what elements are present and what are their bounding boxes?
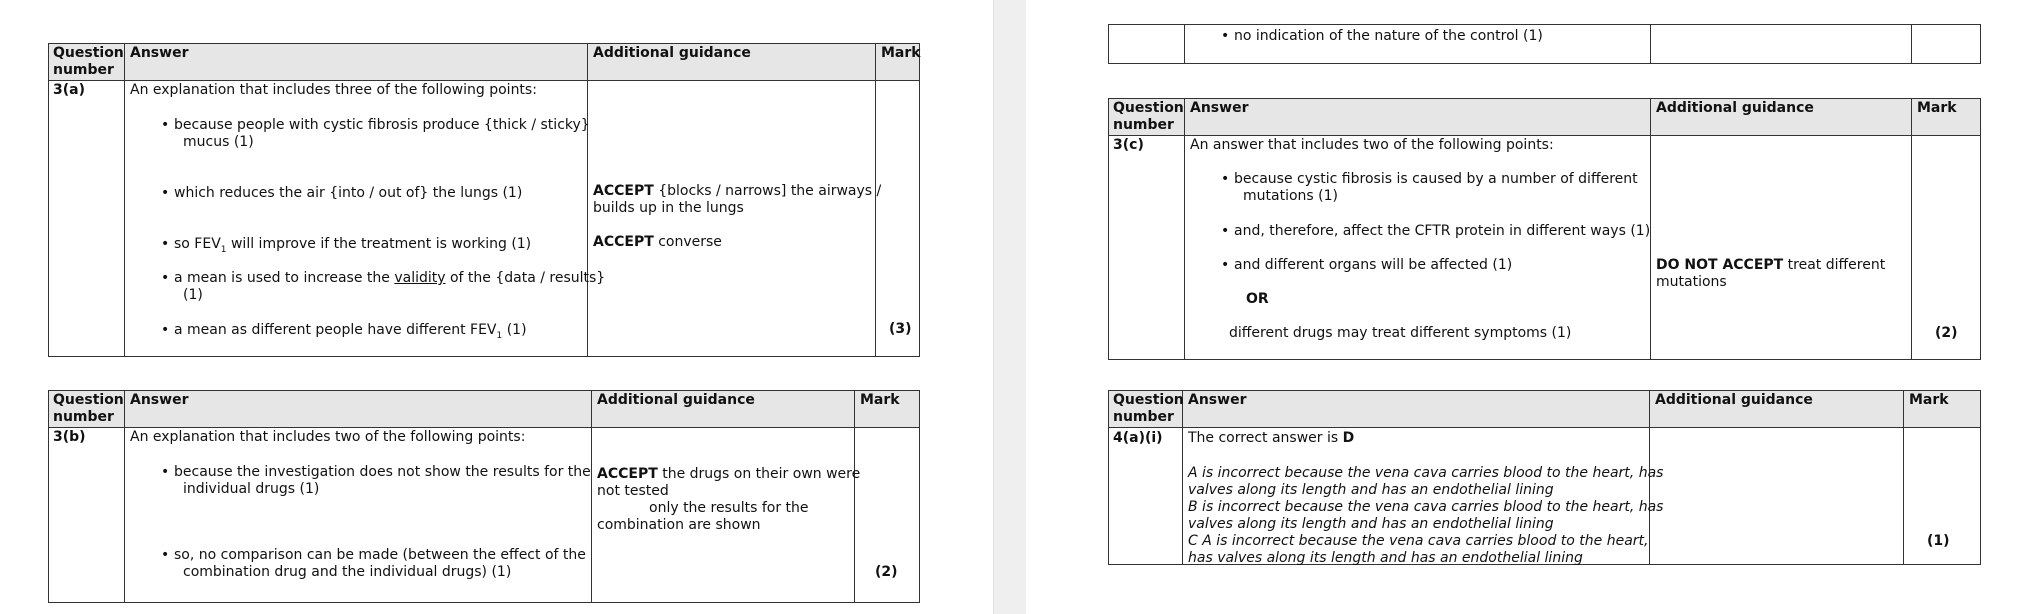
- answer-intro: An answer that includes two of the following points:: [1190, 137, 1554, 153]
- answer-point-cont: (1): [183, 287, 203, 303]
- distractor-b-cont: valves along its length and has an endothelial lining: [1188, 516, 1554, 532]
- answer-point: • a mean is used to increase the validity of the {data / results}: [174, 270, 605, 287]
- guidance-text: DO NOT ACCEPT treat different: [1656, 257, 1886, 273]
- guidance-text: builds up in the lungs: [593, 200, 744, 216]
- header-mark: Mark: [1909, 392, 1949, 408]
- question-number: 3(a): [53, 82, 85, 98]
- answer-intro: An explanation that includes two of the following points:: [130, 429, 526, 445]
- header-guidance: Additional guidance: [1656, 100, 1814, 116]
- page-gutter: [993, 0, 1027, 614]
- answer-alternative: different drugs may treat different symptoms (1): [1229, 325, 1572, 341]
- table-4ai: [1108, 390, 1981, 565]
- guidance-text: mutations: [1656, 274, 1727, 290]
- table-continuation: [1108, 24, 1981, 64]
- answer-point-cont: individual drugs (1): [183, 481, 320, 497]
- header-answer: Answer: [130, 45, 189, 61]
- or-label: OR: [1246, 291, 1269, 307]
- header-question-number: Question number: [53, 392, 124, 425]
- answer-point: • no indication of the nature of the control (1): [1234, 28, 1543, 45]
- answer-point-cont: combination drug and the individual drugs) (1): [183, 564, 512, 580]
- header-answer: Answer: [1190, 100, 1249, 116]
- distractor-a-cont: valves along its length and has an endothelial lining: [1188, 482, 1554, 498]
- header-mark: Mark: [1917, 100, 1957, 116]
- header-question-number: Question number: [53, 45, 124, 78]
- question-number: 3(c): [1113, 137, 1144, 153]
- distractor-c-cont: has valves along its length and has an endothelial lining: [1188, 550, 1583, 566]
- right-page: [1026, 0, 2026, 614]
- question-number: 4(a)(i): [1113, 430, 1163, 446]
- distractor-a: A is incorrect because the vena cava carries blood to the heart, has: [1188, 465, 1664, 481]
- correct-answer: The correct answer is D: [1188, 430, 1355, 446]
- guidance-text: ACCEPT the drugs on their own were: [597, 466, 861, 482]
- mark-value: (1): [1927, 533, 1950, 549]
- answer-point: • so $FEV_1$ will improve if the treatment is working (1): [174, 236, 531, 259]
- distractor-b: B is incorrect because the vena cava carries blood to the heart, has: [1188, 499, 1664, 515]
- answer-intro: An explanation that includes three of the following points:: [130, 82, 537, 98]
- answer-point: • which reduces the air {into / out of} the lungs (1): [174, 185, 522, 202]
- header-question-number: Question number: [1113, 392, 1184, 425]
- question-number: 3(b): [53, 429, 86, 445]
- table-3b: [48, 390, 920, 603]
- guidance-text: ACCEPT {blocks / narrows] the airways /: [593, 183, 882, 199]
- header-guidance: Additional guidance: [1655, 392, 1813, 408]
- mark-value: (2): [1935, 325, 1958, 341]
- validity-underlined: validity: [394, 270, 446, 286]
- header-mark: Mark: [881, 45, 921, 61]
- guidance-text: not tested: [597, 483, 669, 499]
- header-guidance: Additional guidance: [597, 392, 755, 408]
- answer-point: • a mean as different people have different $FEV_1$ (1): [174, 322, 527, 345]
- guidance-text: combination are shown: [597, 517, 761, 533]
- header-mark: Mark: [860, 392, 900, 408]
- distractor-c: C A is incorrect because the vena cava carries blood to the heart,: [1188, 533, 1649, 549]
- header-answer: Answer: [1188, 392, 1247, 408]
- answer-point: • because the investigation does not show the results for the: [174, 464, 591, 481]
- answer-point-cont: mucus (1): [183, 134, 254, 150]
- table-3a: [48, 43, 920, 357]
- mark-value: (3): [889, 321, 912, 337]
- header-answer: Answer: [130, 392, 189, 408]
- mark-value: (2): [875, 564, 898, 580]
- answer-point: • because cystic fibrosis is caused by a number of different: [1234, 171, 1638, 188]
- left-page: [0, 0, 993, 614]
- answer-point-cont: mutations (1): [1243, 188, 1338, 204]
- answer-point: • and different organs will be affected (1): [1234, 257, 1512, 274]
- answer-point: • and, therefore, affect the CFTR protein in different ways (1): [1234, 223, 1650, 240]
- header-guidance: Additional guidance: [593, 45, 751, 61]
- answer-point: • so, no comparison can be made (between the effect of the: [174, 547, 586, 564]
- header-question-number: Question number: [1113, 100, 1184, 133]
- answer-point: • because people with cystic fibrosis produce {thick / sticky}: [174, 117, 590, 134]
- table-3c: [1108, 98, 1981, 360]
- guidance-text: only the results for the: [649, 500, 809, 516]
- guidance-text: ACCEPT converse: [593, 234, 722, 250]
